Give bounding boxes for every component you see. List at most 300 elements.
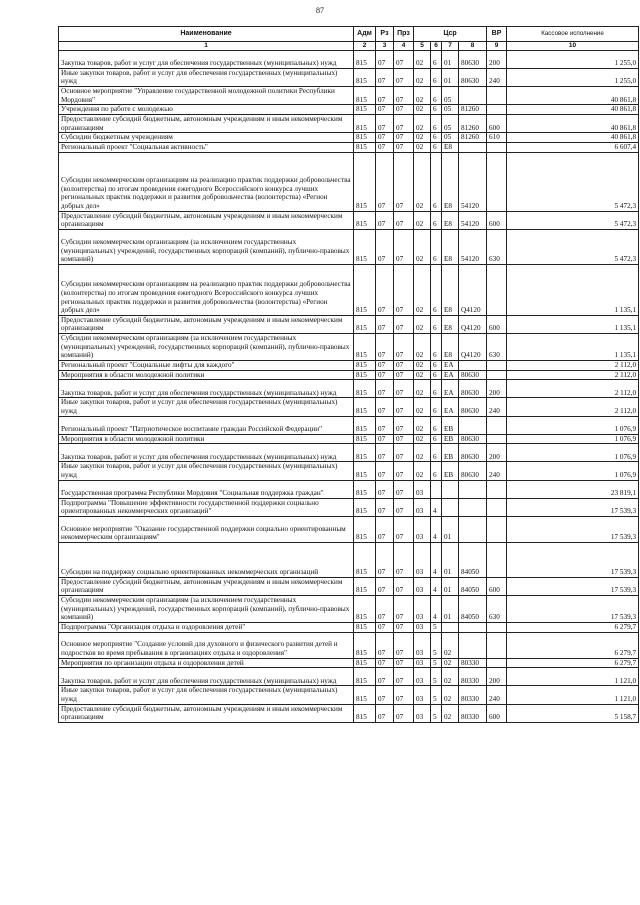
table-cell-csr-direction: 81260 xyxy=(459,105,487,115)
header-vr: ВР xyxy=(487,27,507,42)
table-cell-rz: 07 xyxy=(376,334,394,361)
table-cell-prz: 07 xyxy=(394,50,414,68)
table-row xyxy=(59,444,639,462)
table-cell-prz: 07 xyxy=(394,542,414,577)
table-cell-csr-program: 02 xyxy=(414,462,431,480)
table-cell-vr: 240 xyxy=(487,686,507,704)
table-cell-csr-direction xyxy=(459,480,487,498)
table-cell-adm: 815 xyxy=(354,229,376,264)
table-cell-vr: 600 xyxy=(487,704,507,722)
table-cell-csr-event: EB xyxy=(442,416,459,434)
header-csr: Цср xyxy=(414,27,487,42)
table-cell-prz: 07 xyxy=(394,68,414,86)
table-cell-amount: 1 076,9 xyxy=(507,462,639,480)
table-cell-csr-direction: Q4120 xyxy=(459,315,487,333)
table-cell-vr: 600 xyxy=(487,115,507,133)
table-cell-csr-direction: 84050 xyxy=(459,596,487,623)
table-cell-rz: 07 xyxy=(376,315,394,333)
table-cell-csr-subprogram: 4 xyxy=(431,516,442,542)
table-cell-csr-subprogram: 6 xyxy=(431,142,442,152)
table-cell-amount: 1 135,1 xyxy=(507,264,639,315)
column-number: 9 xyxy=(487,42,507,51)
table-cell-vr xyxy=(487,416,507,434)
table-cell-csr-direction xyxy=(459,361,487,371)
table-cell-name: Предоставление субсидий бюджетным, автономным учреждениям и иным некоммерческим организациям xyxy=(59,115,354,133)
table-cell-csr-event xyxy=(442,498,459,516)
table-cell-name: Субсидии некоммерческим организациям (за исключением государственных (муниципальных) учреждений, государственных корпораций (компаний), публично-правовых компаний) xyxy=(59,596,354,623)
table-cell-csr-program: 03 xyxy=(414,668,431,686)
table-row xyxy=(59,596,639,623)
table-cell-csr-event: 05 xyxy=(442,133,459,143)
table-cell-vr: 200 xyxy=(487,668,507,686)
table-cell-rz: 07 xyxy=(376,380,394,398)
table-cell-csr-subprogram: 4 xyxy=(431,577,442,595)
table-cell-csr-event: EB xyxy=(442,462,459,480)
table-cell-prz: 07 xyxy=(394,398,414,416)
table-cell-csr-program: 02 xyxy=(414,115,431,133)
table-cell-csr-event: E8 xyxy=(442,229,459,264)
table-cell-rz: 07 xyxy=(376,115,394,133)
table-cell-adm: 815 xyxy=(354,704,376,722)
table-cell-csr-subprogram: 6 xyxy=(431,315,442,333)
table-row xyxy=(59,68,639,86)
table-cell-name: Мероприятия в области молодежной политики xyxy=(59,434,354,444)
column-number: 10 xyxy=(507,42,639,51)
table-cell-csr-program: 02 xyxy=(414,152,431,211)
table-cell-vr xyxy=(487,632,507,658)
table-cell-csr-event: E8 xyxy=(442,315,459,333)
table-cell-prz: 07 xyxy=(394,577,414,595)
table-row xyxy=(59,370,639,380)
table-cell-vr xyxy=(487,542,507,577)
column-number: 1 xyxy=(59,42,354,51)
table-cell-amount: 2 112,0 xyxy=(507,370,639,380)
column-number-row xyxy=(59,42,639,51)
table-cell-csr-subprogram: 5 xyxy=(431,686,442,704)
table-cell-adm: 815 xyxy=(354,133,376,143)
table-cell-name: Подпрограмма "Повышение эффективности государственной поддержки социально ориентированных некоммерческих организаций" xyxy=(59,498,354,516)
table-cell-prz: 07 xyxy=(394,434,414,444)
table-cell-csr-direction: 80630 xyxy=(459,50,487,68)
table-cell-csr-program: 02 xyxy=(414,434,431,444)
header-prz: Прз xyxy=(394,27,414,42)
table-cell-csr-subprogram: 6 xyxy=(431,68,442,86)
table-cell-csr-subprogram: 6 xyxy=(431,444,442,462)
table-cell-rz: 07 xyxy=(376,498,394,516)
table-cell-csr-subprogram xyxy=(431,480,442,498)
table-cell-csr-subprogram: 4 xyxy=(431,596,442,623)
table-cell-prz: 07 xyxy=(394,668,414,686)
table-cell-amount: 1 255,0 xyxy=(507,68,639,86)
table-row xyxy=(59,704,639,722)
table-cell-prz: 07 xyxy=(394,229,414,264)
table-cell-name: Иные закупки товаров, работ и услуг для обеспечения государственных (муниципальных) нужд xyxy=(59,686,354,704)
table-cell-vr xyxy=(487,361,507,371)
table-cell-csr-event: EA xyxy=(442,380,459,398)
table-cell-rz: 07 xyxy=(376,577,394,595)
table-cell-rz: 07 xyxy=(376,229,394,264)
table-cell-csr-event: EB xyxy=(442,434,459,444)
table-cell-amount: 1 135,1 xyxy=(507,334,639,361)
table-cell-csr-program: 02 xyxy=(414,133,431,143)
table-cell-rz: 07 xyxy=(376,68,394,86)
table-cell-csr-subprogram: 6 xyxy=(431,87,442,105)
table-cell-csr-direction: 80330 xyxy=(459,686,487,704)
table-cell-csr-direction: 80330 xyxy=(459,704,487,722)
table-cell-amount: 17 539,3 xyxy=(507,516,639,542)
table-cell-prz: 07 xyxy=(394,361,414,371)
table-cell-csr-event: 02 xyxy=(442,704,459,722)
table-cell-csr-subprogram: 6 xyxy=(431,462,442,480)
table-cell-prz: 07 xyxy=(394,133,414,143)
table-row xyxy=(59,229,639,264)
table-cell-prz: 07 xyxy=(394,658,414,668)
table-cell-csr-program: 02 xyxy=(414,361,431,371)
table-cell-rz: 07 xyxy=(376,444,394,462)
table-row xyxy=(59,462,639,480)
table-cell-name: Региональный проект "Социальные лифты для каждого" xyxy=(59,361,354,371)
table-cell-csr-direction xyxy=(459,516,487,542)
table-cell-csr-program: 03 xyxy=(414,686,431,704)
table-cell-amount: 17 539,3 xyxy=(507,542,639,577)
table-cell-prz: 07 xyxy=(394,87,414,105)
table-cell-csr-direction: 81260 xyxy=(459,133,487,143)
table-row xyxy=(59,577,639,595)
table-cell-csr-direction: Q4120 xyxy=(459,334,487,361)
table-cell-rz: 07 xyxy=(376,50,394,68)
table-cell-rz: 07 xyxy=(376,668,394,686)
table-cell-csr-direction: 54120 xyxy=(459,152,487,211)
table-cell-rz: 07 xyxy=(376,623,394,633)
table-cell-adm: 815 xyxy=(354,105,376,115)
table-cell-amount: 2 112,0 xyxy=(507,380,639,398)
table-row xyxy=(59,211,639,229)
table-cell-vr: 610 xyxy=(487,133,507,143)
table-cell-csr-event: EA xyxy=(442,361,459,371)
table-cell-amount: 1 135,1 xyxy=(507,315,639,333)
table-cell-vr: 600 xyxy=(487,315,507,333)
table-cell-rz: 07 xyxy=(376,264,394,315)
table-cell-adm: 815 xyxy=(354,416,376,434)
table-cell-csr-event: 02 xyxy=(442,632,459,658)
table-cell-prz: 07 xyxy=(394,334,414,361)
table-row xyxy=(59,632,639,658)
table-cell-rz: 07 xyxy=(376,704,394,722)
table-cell-csr-program: 03 xyxy=(414,480,431,498)
column-number: 4 xyxy=(394,42,414,51)
table-cell-prz: 07 xyxy=(394,632,414,658)
table-cell-csr-event: EA xyxy=(442,398,459,416)
table-cell-csr-event: E8 xyxy=(442,142,459,152)
budget-table xyxy=(58,26,639,723)
table-cell-amount: 5 158,7 xyxy=(507,704,639,722)
table-cell-name: Мероприятия по организации отдыха и оздоровления детей xyxy=(59,658,354,668)
table-cell-csr-subprogram: 5 xyxy=(431,623,442,633)
table-row xyxy=(59,105,639,115)
table-cell-csr-program: 03 xyxy=(414,632,431,658)
table-cell-prz: 07 xyxy=(394,623,414,633)
table-cell-amount: 5 472,3 xyxy=(507,152,639,211)
table-cell-rz: 07 xyxy=(376,632,394,658)
table-cell-rz: 07 xyxy=(376,142,394,152)
table-cell-csr-program: 03 xyxy=(414,577,431,595)
table-cell-prz: 07 xyxy=(394,264,414,315)
table-cell-prz: 07 xyxy=(394,498,414,516)
table-cell-name: Региональный проект "Социальная активность" xyxy=(59,142,354,152)
table-cell-csr-program: 03 xyxy=(414,498,431,516)
table-cell-adm: 815 xyxy=(354,516,376,542)
table-cell-prz: 07 xyxy=(394,380,414,398)
table-cell-adm: 815 xyxy=(354,542,376,577)
table-row xyxy=(59,658,639,668)
table-cell-rz: 07 xyxy=(376,596,394,623)
table-row xyxy=(59,152,639,211)
table-cell-amount: 1 121,0 xyxy=(507,668,639,686)
table-cell-vr xyxy=(487,480,507,498)
table-cell-csr-program: 02 xyxy=(414,416,431,434)
table-cell-csr-event: E8 xyxy=(442,211,459,229)
table-cell-csr-event: 01 xyxy=(442,596,459,623)
table-cell-adm: 815 xyxy=(354,444,376,462)
table-cell-csr-program: 03 xyxy=(414,623,431,633)
table-cell-name: Субсидии на поддержку социально ориентированных некоммерческих организаций xyxy=(59,542,354,577)
table-cell-rz: 07 xyxy=(376,542,394,577)
table-cell-csr-subprogram: 4 xyxy=(431,542,442,577)
table-cell-amount: 17 539,3 xyxy=(507,498,639,516)
table-cell-csr-program: 03 xyxy=(414,596,431,623)
table-cell-prz: 07 xyxy=(394,516,414,542)
table-row xyxy=(59,416,639,434)
table-cell-name: Закупка товаров, работ и услуг для обеспечения государственных (муниципальных) нужд xyxy=(59,50,354,68)
table-cell-adm: 815 xyxy=(354,668,376,686)
table-cell-amount: 6 607,4 xyxy=(507,142,639,152)
table-cell-csr-subprogram: 5 xyxy=(431,704,442,722)
table-cell-name: Региональный проект "Патриотическое воспитание граждан Российской Федерации" xyxy=(59,416,354,434)
header-name: Наименование xyxy=(59,27,354,42)
table-row xyxy=(59,115,639,133)
table-cell-csr-subprogram: 5 xyxy=(431,632,442,658)
table-cell-name: Предоставление субсидий бюджетным, автономным учреждениям и иным некоммерческим организациям xyxy=(59,315,354,333)
table-cell-amount: 2 112,0 xyxy=(507,398,639,416)
table-cell-rz: 07 xyxy=(376,516,394,542)
table-cell-csr-event: E8 xyxy=(442,334,459,361)
table-cell-csr-program: 02 xyxy=(414,315,431,333)
table-cell-csr-event: 01 xyxy=(442,68,459,86)
table-cell-amount: 1 076,9 xyxy=(507,444,639,462)
header-row xyxy=(59,27,639,42)
table-cell-csr-event: 05 xyxy=(442,87,459,105)
table-row xyxy=(59,623,639,633)
table-cell-prz: 07 xyxy=(394,704,414,722)
table-cell-csr-event xyxy=(442,480,459,498)
column-number: 8 xyxy=(459,42,487,51)
table-cell-amount: 23 819,1 xyxy=(507,480,639,498)
table-cell-csr-subprogram: 6 xyxy=(431,133,442,143)
table-cell-csr-program: 02 xyxy=(414,211,431,229)
table-cell-csr-direction xyxy=(459,142,487,152)
table-cell-name: Предоставление субсидий бюджетным, автономным учреждениям и иным некоммерческим организациям xyxy=(59,704,354,722)
table-cell-name: Основное мероприятие "Оказание государственной поддержки социально ориентированным некоммерческим организациям" xyxy=(59,516,354,542)
table-cell-name: Основное мероприятие "Управление государственной молодежной политики Республики Мордовия" xyxy=(59,87,354,105)
table-cell-csr-subprogram: 6 xyxy=(431,361,442,371)
table-cell-csr-event: 02 xyxy=(442,686,459,704)
table-cell-amount: 1 076,9 xyxy=(507,434,639,444)
table-row xyxy=(59,434,639,444)
table-cell-adm: 815 xyxy=(354,87,376,105)
table-cell-prz: 07 xyxy=(394,211,414,229)
table-cell-prz: 07 xyxy=(394,315,414,333)
table-body xyxy=(59,50,639,722)
table-cell-name: Государственная программа Республики Мордовия "Социальная поддержка граждан" xyxy=(59,480,354,498)
table-cell-csr-subprogram: 5 xyxy=(431,668,442,686)
table-cell-name: Субсидии некоммерческим организациям (за исключением государственных (муниципальных) учреждений, государственных корпораций (компаний), публично-правовых компаний) xyxy=(59,229,354,264)
table-cell-csr-direction: Q4120 xyxy=(459,264,487,315)
table-cell-rz: 07 xyxy=(376,416,394,434)
table-cell-csr-direction xyxy=(459,623,487,633)
table-cell-name: Иные закупки товаров, работ и услуг для обеспечения государственных (муниципальных) нужд xyxy=(59,462,354,480)
table-cell-amount: 5 472,3 xyxy=(507,211,639,229)
table-cell-csr-event: EB xyxy=(442,444,459,462)
table-cell-adm: 815 xyxy=(354,334,376,361)
table-cell-adm: 815 xyxy=(354,264,376,315)
table-cell-amount: 6 279,7 xyxy=(507,623,639,633)
table-cell-csr-direction: 84050 xyxy=(459,542,487,577)
table-cell-vr: 600 xyxy=(487,211,507,229)
table-cell-vr xyxy=(487,516,507,542)
table-cell-vr xyxy=(487,498,507,516)
table-cell-csr-direction xyxy=(459,416,487,434)
table-cell-csr-program: 02 xyxy=(414,334,431,361)
table-cell-csr-subprogram: 6 xyxy=(431,50,442,68)
table-cell-csr-event: 05 xyxy=(442,115,459,133)
table-cell-csr-event: 01 xyxy=(442,542,459,577)
table-cell-name: Субсидии некоммерческим организациям на реализацию практик поддержки добровольчества (волонтерства) по итогам проведения ежегодного Всероссийского конкурса лучших региональных практик поддержки и развития добровольчества (волонтерства) «Регион добрых дел» xyxy=(59,152,354,211)
table-cell-csr-subprogram: 6 xyxy=(431,264,442,315)
table-cell-name: Субсидии некоммерческим организациям на реализацию практик поддержки добровольчества (волонтерства) по итогам проведения ежегодного Всероссийского конкурса лучших региональных практик поддержки и развития добровольчества (волонтерства) «Регион добрых дел» xyxy=(59,264,354,315)
table-cell-csr-program: 02 xyxy=(414,50,431,68)
table-cell-amount: 40 861,8 xyxy=(507,105,639,115)
table-cell-csr-direction: 54120 xyxy=(459,229,487,264)
table-row xyxy=(59,264,639,315)
table-cell-rz: 07 xyxy=(376,658,394,668)
table-cell-name: Иные закупки товаров, работ и услуг для обеспечения государственных (муниципальных) нужд xyxy=(59,398,354,416)
table-cell-name: Предоставление субсидий бюджетным, автономным учреждениям и иным некоммерческим организациям xyxy=(59,211,354,229)
column-number: 2 xyxy=(354,42,376,51)
table-cell-adm: 815 xyxy=(354,686,376,704)
table-cell-csr-direction xyxy=(459,632,487,658)
table-cell-prz: 07 xyxy=(394,142,414,152)
table-cell-vr: 200 xyxy=(487,380,507,398)
table-cell-csr-direction: 84050 xyxy=(459,577,487,595)
table-cell-csr-event: 05 xyxy=(442,105,459,115)
table-row xyxy=(59,315,639,333)
table-cell-csr-program: 03 xyxy=(414,658,431,668)
table-cell-amount: 2 112,0 xyxy=(507,361,639,371)
table-cell-rz: 07 xyxy=(376,462,394,480)
table-cell-csr-program: 03 xyxy=(414,516,431,542)
table-cell-adm: 815 xyxy=(354,361,376,371)
table-cell-rz: 07 xyxy=(376,434,394,444)
table-row xyxy=(59,516,639,542)
table-cell-csr-program: 02 xyxy=(414,142,431,152)
table-cell-csr-subprogram: 6 xyxy=(431,105,442,115)
table-cell-csr-event: 02 xyxy=(442,668,459,686)
table-cell-name: Подпрограмма "Организация отдыха и оздоровления детей" xyxy=(59,623,354,633)
table-row xyxy=(59,380,639,398)
table-cell-amount: 40 861,8 xyxy=(507,133,639,143)
table-cell-csr-subprogram: 6 xyxy=(431,380,442,398)
table-cell-adm: 815 xyxy=(354,370,376,380)
table-row xyxy=(59,87,639,105)
table-row xyxy=(59,542,639,577)
table-cell-adm: 815 xyxy=(354,498,376,516)
column-number: 5 xyxy=(414,42,431,51)
table-cell-csr-program: 03 xyxy=(414,542,431,577)
table-cell-adm: 815 xyxy=(354,434,376,444)
table-cell-vr: 630 xyxy=(487,334,507,361)
table-cell-rz: 07 xyxy=(376,480,394,498)
table-cell-csr-event xyxy=(442,623,459,633)
table-cell-amount: 1 255,0 xyxy=(507,50,639,68)
table-cell-vr xyxy=(487,370,507,380)
table-row xyxy=(59,133,639,143)
table-cell-amount: 17 539,3 xyxy=(507,577,639,595)
table-cell-vr xyxy=(487,434,507,444)
table-cell-csr-event: 01 xyxy=(442,516,459,542)
table-row xyxy=(59,398,639,416)
table-cell-csr-direction: 80630 xyxy=(459,434,487,444)
table-cell-csr-subprogram: 6 xyxy=(431,152,442,211)
table-cell-vr: 200 xyxy=(487,444,507,462)
table-cell-prz: 07 xyxy=(394,480,414,498)
header-kass: Кассовое исполнение xyxy=(507,27,639,42)
table-cell-csr-event: EA xyxy=(442,370,459,380)
table-cell-prz: 07 xyxy=(394,596,414,623)
table-cell-prz: 07 xyxy=(394,152,414,211)
table-cell-prz: 07 xyxy=(394,686,414,704)
table-cell-csr-direction: 80330 xyxy=(459,658,487,668)
table-cell-amount: 6 279,7 xyxy=(507,632,639,658)
table-cell-vr: 600 xyxy=(487,577,507,595)
table-cell-adm: 815 xyxy=(354,632,376,658)
table-cell-vr: 240 xyxy=(487,398,507,416)
table-cell-csr-program: 02 xyxy=(414,444,431,462)
column-number: 3 xyxy=(376,42,394,51)
table-cell-adm: 815 xyxy=(354,623,376,633)
table-cell-vr: 630 xyxy=(487,229,507,264)
table-cell-csr-program: 02 xyxy=(414,105,431,115)
header-adm: Адм xyxy=(354,27,376,42)
table-cell-amount: 40 861,8 xyxy=(507,115,639,133)
table-cell-rz: 07 xyxy=(376,686,394,704)
table-cell-vr xyxy=(487,152,507,211)
table-cell-name: Иные закупки товаров, работ и услуг для обеспечения государственных (муниципальных) нужд xyxy=(59,68,354,86)
table-cell-amount: 5 472,3 xyxy=(507,229,639,264)
table-cell-prz: 07 xyxy=(394,115,414,133)
table-cell-csr-subprogram: 6 xyxy=(431,370,442,380)
table-cell-csr-direction: 80630 xyxy=(459,68,487,86)
table-cell-csr-event: E8 xyxy=(442,152,459,211)
table-cell-amount: 6 279,7 xyxy=(507,658,639,668)
table-cell-adm: 815 xyxy=(354,480,376,498)
table-cell-amount: 40 861,8 xyxy=(507,87,639,105)
table-cell-rz: 07 xyxy=(376,133,394,143)
table-cell-csr-direction xyxy=(459,498,487,516)
table-cell-csr-program: 02 xyxy=(414,398,431,416)
table-cell-csr-subprogram: 6 xyxy=(431,211,442,229)
table-cell-csr-event: E8 xyxy=(442,264,459,315)
table-row xyxy=(59,686,639,704)
